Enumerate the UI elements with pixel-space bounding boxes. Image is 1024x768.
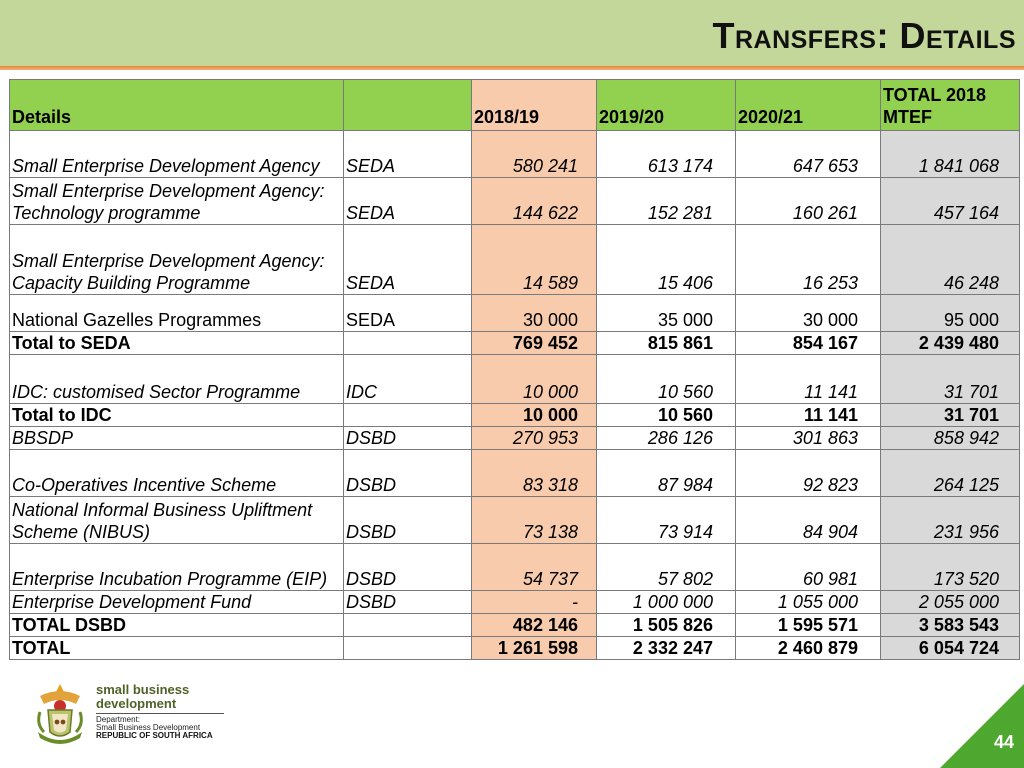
row-2019-20: 15 406 bbox=[597, 225, 736, 295]
row-2020-21: 92 823 bbox=[736, 450, 881, 497]
row-total-mtef: 95 000 bbox=[881, 295, 1020, 332]
row-entity: SEDA bbox=[344, 131, 472, 178]
row-2019-20: 1 505 826 bbox=[597, 614, 736, 637]
row-2018-19: 83 318 bbox=[472, 450, 597, 497]
row-2019-20: 10 560 bbox=[597, 404, 736, 427]
row-entity: DSBD bbox=[344, 544, 472, 591]
row-details: National Gazelles Programmes bbox=[10, 295, 344, 332]
row-total-mtef: 31 701 bbox=[881, 404, 1020, 427]
row-total-mtef: 2 055 000 bbox=[881, 591, 1020, 614]
row-total-mtef: 457 164 bbox=[881, 178, 1020, 225]
row-2020-21: 854 167 bbox=[736, 332, 881, 355]
row-details: Enterprise Incubation Programme (EIP) bbox=[10, 544, 344, 591]
row-2018-19: 10 000 bbox=[472, 355, 597, 404]
row-2018-19: 54 737 bbox=[472, 544, 597, 591]
row-entity: IDC bbox=[344, 355, 472, 404]
department-logo bbox=[30, 682, 240, 752]
table-row bbox=[10, 497, 1020, 544]
row-2018-19: 144 622 bbox=[472, 178, 597, 225]
row-2020-21: 11 141 bbox=[736, 404, 881, 427]
row-entity bbox=[344, 404, 472, 427]
row-details: Co-Operatives Incentive Scheme bbox=[10, 450, 344, 497]
row-details: Small Enterprise Development Agency: Technology programme bbox=[10, 178, 344, 225]
header-underline bbox=[0, 66, 1024, 70]
row-2019-20: 1 000 000 bbox=[597, 591, 736, 614]
row-details: TOTAL DSBD bbox=[10, 614, 344, 637]
row-entity: DSBD bbox=[344, 497, 472, 544]
row-total-mtef: 6 054 724 bbox=[881, 637, 1020, 660]
row-2020-21: 60 981 bbox=[736, 544, 881, 591]
row-2018-19: 482 146 bbox=[472, 614, 597, 637]
row-2018-19: 1 261 598 bbox=[472, 637, 597, 660]
row-details: BBSDP bbox=[10, 427, 344, 450]
table-row bbox=[10, 404, 1020, 427]
table-row bbox=[10, 295, 1020, 332]
row-2020-21: 1 595 571 bbox=[736, 614, 881, 637]
table-row bbox=[10, 355, 1020, 404]
table-row bbox=[10, 225, 1020, 295]
row-2018-19: 270 953 bbox=[472, 427, 597, 450]
row-entity: SEDA bbox=[344, 178, 472, 225]
row-entity: SEDA bbox=[344, 295, 472, 332]
coat-of-arms-icon bbox=[30, 682, 90, 748]
table-row bbox=[10, 178, 1020, 225]
table-row bbox=[10, 544, 1020, 591]
row-total-mtef: 858 942 bbox=[881, 427, 1020, 450]
logo-dept: Department: bbox=[96, 715, 141, 724]
row-2018-19: 10 000 bbox=[472, 404, 597, 427]
table-row bbox=[10, 614, 1020, 637]
row-entity bbox=[344, 332, 472, 355]
table-header-row bbox=[10, 80, 1020, 131]
table-row bbox=[10, 131, 1020, 178]
header-2020-21: 2020/21 bbox=[736, 80, 881, 131]
row-2019-20: 35 000 bbox=[597, 295, 736, 332]
table-row bbox=[10, 427, 1020, 450]
row-entity: DSBD bbox=[344, 450, 472, 497]
row-2020-21: 301 863 bbox=[736, 427, 881, 450]
row-entity bbox=[344, 614, 472, 637]
row-details: Enterprise Development Fund bbox=[10, 591, 344, 614]
row-total-mtef: 264 125 bbox=[881, 450, 1020, 497]
row-details: Total to SEDA bbox=[10, 332, 344, 355]
transfers-table bbox=[9, 79, 1020, 660]
row-2020-21: 647 653 bbox=[736, 131, 881, 178]
page-number: 44 bbox=[993, 732, 1014, 752]
row-2018-19: 769 452 bbox=[472, 332, 597, 355]
row-details: National Informal Business Upliftment Scheme (NIBUS) bbox=[10, 497, 344, 544]
row-2020-21: 84 904 bbox=[736, 497, 881, 544]
row-entity bbox=[344, 637, 472, 660]
row-2018-19: 580 241 bbox=[472, 131, 597, 178]
row-2020-21: 2 460 879 bbox=[736, 637, 881, 660]
row-details: Small Enterprise Development Agency: Capacity Building Programme bbox=[10, 225, 344, 295]
logo-rule bbox=[96, 713, 224, 714]
row-total-mtef: 46 248 bbox=[881, 225, 1020, 295]
row-total-mtef: 3 583 543 bbox=[881, 614, 1020, 637]
page-corner bbox=[940, 684, 1024, 768]
table-body bbox=[10, 80, 1020, 660]
logo-country: REPUBLIC OF SOUTH AFRICA bbox=[96, 731, 213, 740]
row-2020-21: 160 261 bbox=[736, 178, 881, 225]
logo-line2: development bbox=[96, 696, 177, 711]
row-total-mtef: 231 956 bbox=[881, 497, 1020, 544]
row-entity: DSBD bbox=[344, 427, 472, 450]
row-total-mtef: 31 701 bbox=[881, 355, 1020, 404]
row-2018-19: 14 589 bbox=[472, 225, 597, 295]
header-2018-19: 2018/19 bbox=[472, 80, 597, 131]
row-details: Total to IDC bbox=[10, 404, 344, 427]
row-2019-20: 10 560 bbox=[597, 355, 736, 404]
row-details: TOTAL bbox=[10, 637, 344, 660]
row-2019-20: 73 914 bbox=[597, 497, 736, 544]
table-row bbox=[10, 591, 1020, 614]
header-details: Details bbox=[10, 80, 344, 131]
row-details: IDC: customised Sector Programme bbox=[10, 355, 344, 404]
row-2020-21: 11 141 bbox=[736, 355, 881, 404]
row-total-mtef: 2 439 480 bbox=[881, 332, 1020, 355]
row-2019-20: 152 281 bbox=[597, 178, 736, 225]
row-2020-21: 1 055 000 bbox=[736, 591, 881, 614]
row-2018-19: 73 138 bbox=[472, 497, 597, 544]
row-2019-20: 613 174 bbox=[597, 131, 736, 178]
row-2019-20: 2 332 247 bbox=[597, 637, 736, 660]
row-entity: DSBD bbox=[344, 591, 472, 614]
row-2018-19: 30 000 bbox=[472, 295, 597, 332]
table-row bbox=[10, 637, 1020, 660]
slide-title: Transfers: Details bbox=[712, 15, 1016, 56]
row-total-mtef: 173 520 bbox=[881, 544, 1020, 591]
row-total-mtef: 1 841 068 bbox=[881, 131, 1020, 178]
row-2019-20: 57 802 bbox=[597, 544, 736, 591]
row-2020-21: 16 253 bbox=[736, 225, 881, 295]
header-entity bbox=[344, 80, 472, 131]
row-2018-19: - bbox=[472, 591, 597, 614]
header-2019-20: 2019/20 bbox=[597, 80, 736, 131]
row-2020-21: 30 000 bbox=[736, 295, 881, 332]
row-2019-20: 815 861 bbox=[597, 332, 736, 355]
row-2019-20: 286 126 bbox=[597, 427, 736, 450]
table-row bbox=[10, 450, 1020, 497]
row-details: Small Enterprise Development Agency bbox=[10, 131, 344, 178]
logo-dept-name: Small Business Development bbox=[96, 723, 201, 732]
row-2019-20: 87 984 bbox=[597, 450, 736, 497]
logo-line1: small business bbox=[96, 682, 190, 697]
row-entity: SEDA bbox=[344, 225, 472, 295]
header-total-mtef: TOTAL 2018 MTEF bbox=[881, 80, 1020, 131]
table-row bbox=[10, 332, 1020, 355]
